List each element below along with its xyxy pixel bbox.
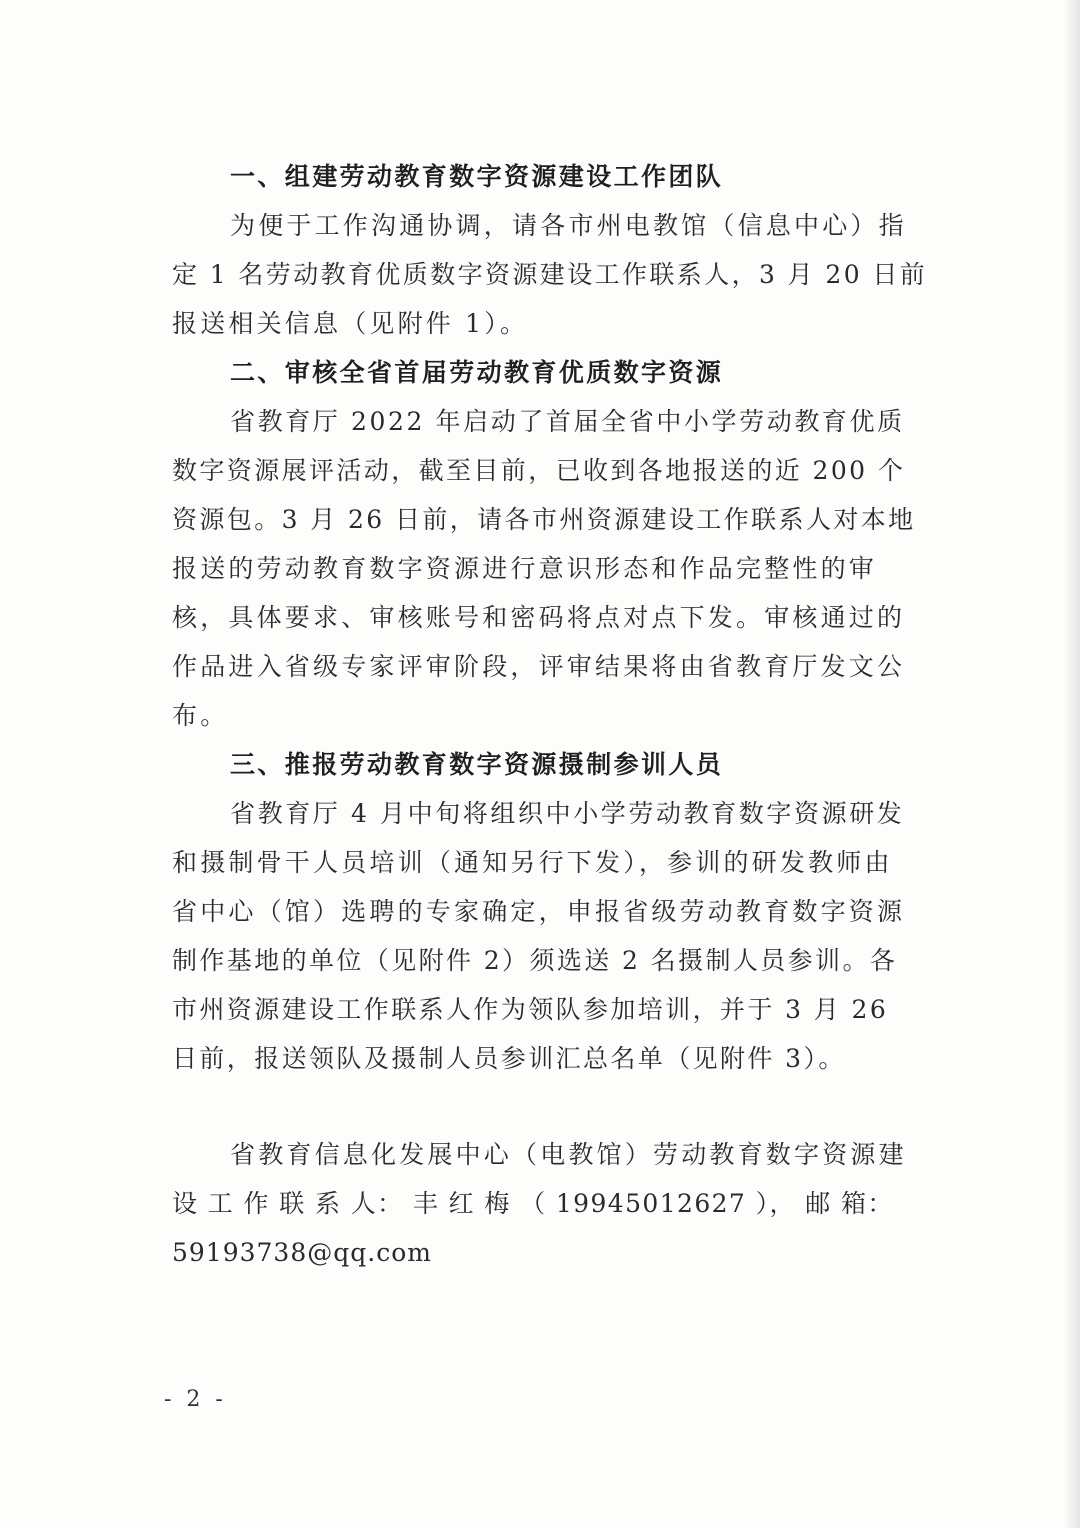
section-2-line-3: 资源包。3 月 26 日前，请各市州资源建设工作联系人对本地 — [172, 505, 916, 534]
section-3-line-5: 市州资源建设工作联系人作为领队参加培训，并于 3 月 26 — [172, 995, 889, 1024]
section-1-heading: 一、组建劳动教育数字资源建设工作团队 — [230, 162, 724, 191]
section-2-heading: 二、审核全省首届劳动教育优质数字资源 — [230, 358, 724, 387]
section-2-line-6: 作品进入省级专家评审阶段，评审结果将由省教育厅发文公 — [172, 652, 906, 681]
scan-shadow-edge — [1064, 0, 1080, 1528]
section-3-line-4: 制作基地的单位（见附件 2）须选送 2 名摄制人员参训。各 — [172, 946, 898, 975]
contact-line-1: 省教育信息化发展中心（电教馆）劳动教育数字资源建 — [230, 1140, 907, 1169]
paragraph-gap — [172, 1083, 894, 1130]
section-3-line-3: 省中心（馆）选聘的专家确定，申报省级劳动教育数字资源 — [172, 897, 906, 926]
section-3-line-2: 和摄制骨干人员培训（通知另行下发），参训的研发教师由 — [172, 848, 893, 877]
section-3-line-6: 日前，报送领队及摄制人员参训汇总名单（见附件 3）。 — [172, 1044, 846, 1073]
section-3-line-1: 省教育厅 4 月中旬将组织中小学劳动教育数字资源研发 — [230, 799, 905, 828]
section-2-line-7: 布。 — [172, 701, 229, 730]
document-body — [172, 152, 928, 1277]
section-2-line-5: 核，具体要求、审核账号和密码将点对点下发。审核通过的 — [172, 603, 906, 632]
contact-email: 59193738@qq.com — [172, 1238, 432, 1267]
section-2-line-1: 省教育厅 2022 年启动了首届全省中小学劳动教育优质 — [230, 407, 905, 436]
section-2-line-4: 报送的劳动教育数字资源进行意识形态和作品完整性的审 — [172, 554, 878, 583]
page-number: - 2 - — [164, 1387, 227, 1412]
section-3-heading: 三、推报劳动教育数字资源摄制参训人员 — [230, 750, 724, 779]
section-1-line-1: 为便于工作沟通协调，请各市州电教馆（信息中心）指 — [230, 211, 907, 240]
contact-line-2: 设 工 作 联 系 人： 丰 红 梅 （ 19945012627 ）， 邮 箱： — [172, 1189, 894, 1218]
section-1-line-3: 报送相关信息（见附件 1）。 — [172, 309, 529, 338]
section-2-line-2: 数字资源展评活动，截至目前，已收到各地报送的近 200 个 — [172, 456, 906, 485]
section-1-line-2: 定 1 名劳动教育优质数字资源建设工作联系人，3 月 20 日前 — [172, 260, 928, 289]
